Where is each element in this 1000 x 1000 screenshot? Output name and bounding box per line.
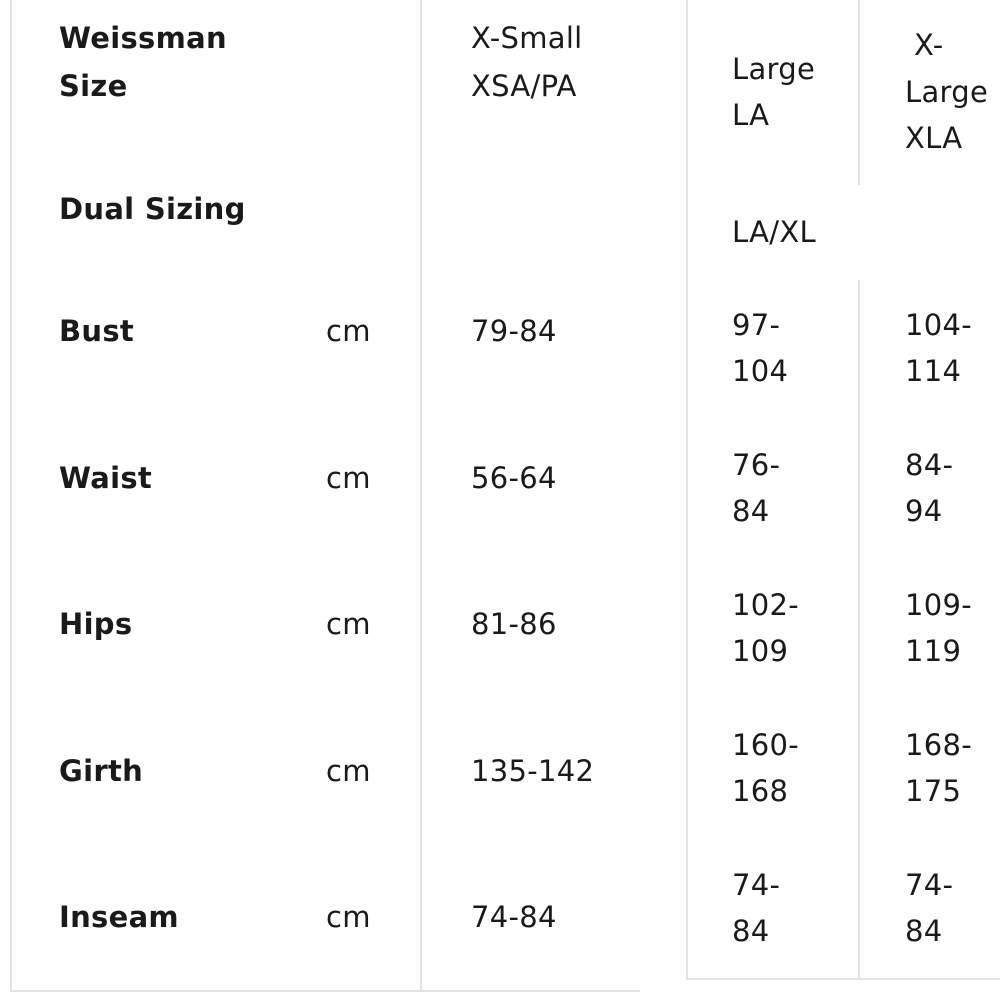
row-xs-waist: 56-64 (471, 461, 557, 495)
row-unit-hips: cm (326, 607, 371, 641)
size-table-left (10, 0, 642, 992)
l-dual-size: LA/XL (732, 215, 816, 249)
row-l-inseam-1: 74- (732, 868, 781, 902)
row-l-bust-2: 104 (732, 354, 789, 388)
row-xl-waist-1: 84- (905, 448, 954, 482)
xl-size-header: X- (914, 28, 944, 62)
row-label-waist: Waist (59, 461, 153, 495)
row-l-inseam-2: 84 (732, 914, 770, 948)
weissman-size-label-line2: Size (59, 69, 128, 103)
column-divider (420, 0, 422, 990)
row-l-waist-2: 84 (732, 494, 770, 528)
xs-size-header: X-Small (471, 21, 583, 55)
row-xs-inseam: 74-84 (471, 900, 557, 934)
row-xl-bust-1: 104- (905, 308, 973, 342)
xs-size-code: XSA/PA (471, 69, 577, 103)
row-label-inseam: Inseam (59, 900, 179, 934)
column-divider-lower (858, 280, 860, 978)
row-xl-girth-1: 168- (905, 728, 973, 762)
row-xl-hips-2: 119 (905, 634, 962, 668)
row-xl-bust-2: 114 (905, 354, 962, 388)
dual-sizing-label: Dual Sizing (59, 192, 246, 226)
row-l-bust-1: 97- (732, 308, 781, 342)
row-unit-bust: cm (326, 314, 371, 348)
row-xl-girth-2: 175 (905, 774, 962, 808)
row-xl-waist-2: 94 (905, 494, 943, 528)
row-xs-bust: 79-84 (471, 314, 557, 348)
row-xl-inseam-2: 84 (905, 914, 943, 948)
row-xl-inseam-1: 74- (905, 868, 954, 902)
l-size-code: LA (732, 98, 770, 132)
row-label-girth: Girth (59, 754, 144, 788)
row-l-hips-2: 109 (732, 634, 789, 668)
xl-size-header-line2: Large (905, 75, 989, 109)
row-label-bust: Bust (59, 314, 135, 348)
l-size-header: Large (732, 52, 816, 86)
size-table-right (686, 0, 1000, 980)
weissman-size-label: Weissman (59, 21, 227, 55)
row-l-girth-1: 160- (732, 728, 800, 762)
row-xl-hips-1: 109- (905, 588, 973, 622)
row-l-hips-1: 102- (732, 588, 800, 622)
row-xs-girth: 135-142 (471, 754, 595, 788)
row-unit-girth: cm (326, 754, 371, 788)
row-unit-inseam: cm (326, 900, 371, 934)
row-unit-waist: cm (326, 461, 371, 495)
panel-gap (640, 0, 686, 1000)
column-divider-upper (858, 0, 860, 185)
row-l-waist-1: 76- (732, 448, 781, 482)
row-xs-hips: 81-86 (471, 607, 557, 641)
row-l-girth-2: 168 (732, 774, 789, 808)
row-label-hips: Hips (59, 607, 133, 641)
xl-size-code: XLA (905, 121, 963, 155)
